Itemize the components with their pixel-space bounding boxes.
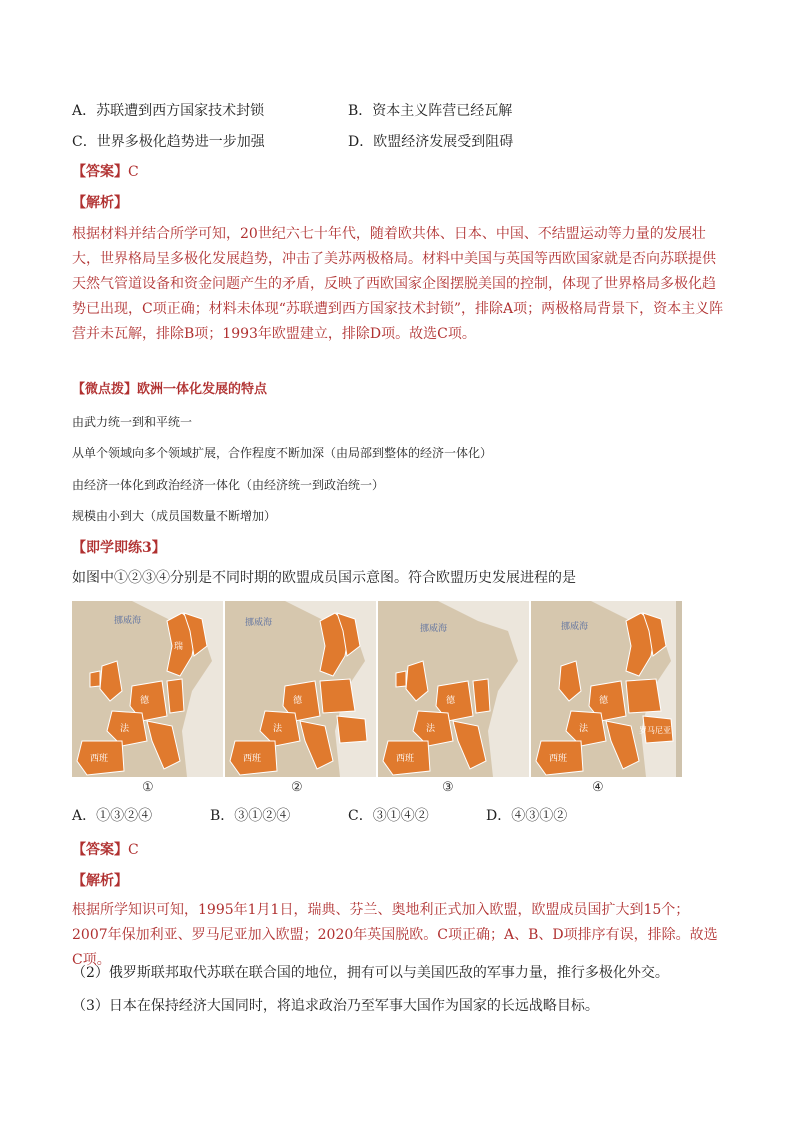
q1-analysis-label: 【解析】 — [72, 195, 128, 211]
q3-option-a: A．①③②④ — [72, 808, 153, 824]
map-3-spain-label: 西班 — [396, 754, 415, 764]
q3-stem: 如图中①②③④分别是不同时期的欧盟成员国示意图。符合欧盟历史发展进程的是 — [72, 570, 576, 586]
eu-map-4 — [531, 601, 682, 777]
q3-option-b: B．③①②④ — [210, 808, 291, 824]
map-4-romania-label: 罗马尼亚 — [639, 726, 671, 735]
map-1-germany-label: 德 — [140, 696, 150, 706]
eu-map-2 — [225, 601, 376, 777]
tip-line-4: 规模由小到大（成员国数量不断增加） — [72, 509, 277, 523]
answer-value: C — [128, 164, 139, 180]
map-2-france-label: 法 — [273, 724, 283, 734]
extra-line-2: （2）俄罗斯联邦取代苏联在联合国的地位，拥有可以与美国匹敌的军事力量，推行多极化外交。 — [72, 965, 669, 981]
map-4-france-label: 法 — [579, 724, 589, 734]
eu-map-1 — [72, 601, 223, 777]
q3-answer-label: 【答案】 — [72, 842, 128, 858]
q3-answer — [72, 840, 139, 860]
map-1-france-label: 法 — [120, 724, 130, 734]
q1-option-d: D．欧盟经济发展受到阻碍 — [348, 134, 514, 150]
map-1-spain-label: 西班 — [90, 754, 109, 764]
map-4-sea-label: 挪威海 — [561, 622, 589, 632]
map-4-germany-label: 德 — [599, 696, 609, 706]
map-2-spain-label: 西班 — [243, 754, 262, 764]
tip-line-1: 由武力统一到和平统一 — [72, 415, 193, 429]
q1-answer — [72, 162, 139, 182]
map-3-germany-label: 德 — [446, 696, 456, 706]
q3-option-c: C．③①④② — [348, 808, 429, 824]
map-1-sweden-label: 瑞 — [174, 642, 184, 652]
q3-option-d: D．④③①② — [486, 808, 568, 824]
q3-analysis-text: 根据所学知识可知，1995年1月1日，瑞典、芬兰、奥地利正式加入欧盟，欧盟成员国扩大到15个；2007年保加利亚、罗马尼亚加入欧盟；2020年英国脱欧。C项正确；A、B、D项排序有误，排除。故选C项。 — [72, 902, 718, 968]
q1-analysis-text: 根据材料并结合所学可知，20世纪六七十年代，随着欧共体、日本、中国、不结盟运动等力量的发展壮大，世界格局呈多极化发展趋势，冲击了美苏两极格局。材料中美国与英国等西欧国家就是否向苏联提供天然气管道设备和资金问题产生的矛盾，反映了西欧国家企图摆脱美国的控制，体现了世界格局多极化趋势已出现，C项正确；材料未体现“苏联遭到西方国家技术封锁”，排除A项；两极格局背景下，资本主义阵营并未瓦解，排除B项；1993年欧盟建立，排除D项。故选C项。 — [72, 226, 724, 342]
answer-label: 【答案】 — [72, 164, 128, 180]
map-3-france-label: 法 — [426, 724, 436, 734]
q1-option-a: A．苏联遭到西方国家技术封锁 — [72, 103, 265, 119]
map-caption-1: ① — [142, 780, 154, 795]
eu-maps — [72, 601, 676, 777]
map-1-sea-label: 挪威海 — [114, 616, 142, 626]
tip-line-2: 从单个领域向多个领域扩展，合作程度不断加深（由局部到整体的经济一体化） — [72, 446, 493, 460]
eu-map-3 — [378, 601, 529, 777]
map-caption-3: ③ — [442, 780, 454, 795]
map-caption-4: ④ — [592, 780, 604, 795]
q3-answer-value: C — [128, 842, 139, 858]
map-2-sea-label: 挪威海 — [245, 618, 273, 628]
map-4-spain-label: 西班 — [549, 754, 568, 764]
q3-heading: 【即学即练3】 — [72, 540, 166, 556]
q1-option-b: B．资本主义阵营已经瓦解 — [348, 103, 513, 119]
map-caption-2: ② — [291, 780, 303, 795]
tip-heading: 【微点拨】欧洲一体化发展的特点 — [72, 382, 268, 397]
q3-analysis-label: 【解析】 — [72, 873, 128, 889]
q1-option-c: C．世界多极化趋势进一步加强 — [72, 134, 265, 150]
map-3-sea-label: 挪威海 — [420, 624, 448, 634]
tip-line-3: 由经济一体化到政治经济一体化（由经济统一到政治统一） — [72, 478, 385, 492]
map-2-germany-label: 德 — [293, 696, 303, 706]
extra-line-3: （3）日本在保持经济大国同时，将追求政治乃至军事大国作为国家的长远战略目标。 — [72, 998, 599, 1014]
